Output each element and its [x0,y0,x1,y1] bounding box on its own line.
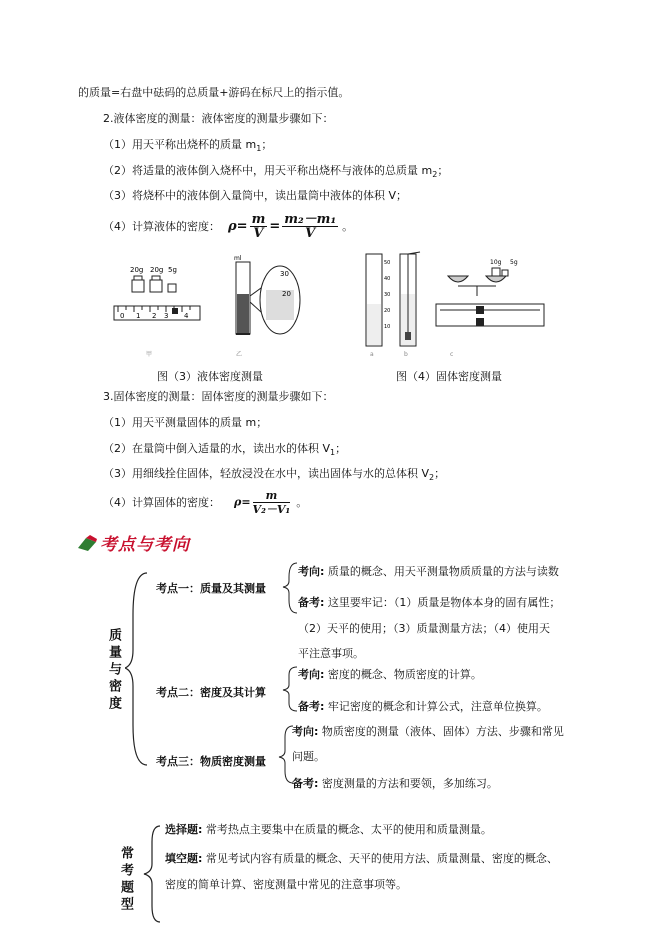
point-2-kaoxiang: 考向: 密度的概念、物质密度的计算。 [298,668,482,681]
cylinder-b [400,252,420,346]
subfigure-label: 甲 [146,351,153,358]
zoom-reading [260,266,300,334]
balance-c [436,259,544,326]
book-pencil-icon [76,534,98,552]
point-3-beikao: 备考: 密度测量的方法和要领，多加练习。 [292,777,498,790]
svg-text:1: 1 [136,312,141,320]
svg-text:2: 2 [152,312,157,320]
scale-ruler [114,306,200,320]
svg-text:4: 4 [184,312,189,320]
point-1-beikao-line-2: （2）天平的使用；（3）质量测量方法；（4）使用天 [298,622,550,635]
svg-text:30: 30 [280,270,289,278]
weight-label: 20g [130,266,144,274]
question-type-tiankong: 填空题: 常见考试内容有质量的概念、天平的使用方法、质量测量、密度的概念、 [165,852,558,865]
liquid-step-2: （2）将适量的液体倒入烧杯中，用天平称出烧杯与液体的总质量 $m_2$； [103,164,449,179]
point-1-beikao-line-3: 平注意事项。 [298,647,364,660]
svg-text:3: 3 [164,312,169,320]
point-1-title: 考点一：质量及其测量 [156,582,266,595]
section-banner [76,530,190,555]
svg-text:50: 50 [384,260,391,266]
point-2-beikao: 备考: 牢记密度的概念和计算公式，注意单位换算。 [298,700,548,713]
point-3-kaoxiang: 考向: 物质密度的测量（液体、固体）方法、步骤和常见 [292,725,564,738]
solid-step-3: （3）用细线拴住固体，轻放浸没在水中，读出固体与水的总体积 $V_2$； [103,467,446,482]
figure-3-liquid-density [108,250,318,362]
point-2-title: 考点二：密度及其计算 [156,686,266,699]
point-3-title: 考点三：物质密度测量 [156,755,266,768]
svg-text:40: 40 [384,276,391,282]
svg-text:20: 20 [282,290,291,298]
question-type-xuanze: 选择题: 常考热点主要集中在质量的概念、太平的使用和质量测量。 [165,823,492,836]
balance-weights [130,266,177,292]
point-1-kaoxiang: 考向: 质量的概念、用天平测量物质质量的方法与读数 [298,565,559,578]
cylinder-a [366,254,390,346]
svg-text:10: 10 [384,324,391,330]
question-type-tiankong-line-2: 密度的简单计算、密度测量中常见的注意事项等。 [165,878,407,891]
solid-step-1: （1）用天平测量固体的质量 m； [103,416,268,429]
solid-heading: 3.固体密度的测量：固体密度的测量步骤如下： [103,390,334,403]
svg-text:30: 30 [384,292,391,298]
figure-3-caption: 图（3）液体密度测量 [157,370,263,383]
weight-label: 20g [150,266,164,274]
liquid-step-3: （3）将烧杯中的液体倒入量筒中，读出量筒中液体的体积 V； [103,189,408,202]
subfigure-label: b [404,351,408,358]
weight-label: 5g [168,266,177,274]
svg-text:ml: ml [234,255,242,262]
point-1-beikao: 备考: 这里要牢记：（1）质量是物体本身的固有属性； [298,596,561,609]
liquid-heading: 2.液体密度的测量：液体密度的测量步骤如下： [103,112,334,125]
solid-density-formula: ρ= $\frac{m}{\text{V₂－V₁}}$ [234,488,291,516]
subfigure-label: 乙 [236,351,243,358]
svg-text:0: 0 [120,312,125,320]
mindmap-root: 质量与密度 [106,628,121,713]
subfigure-label: c [450,351,454,358]
question-types-root: 常考题型 [118,846,133,914]
subfigure-label: a [370,351,374,358]
point-3-kaoxiang-line-2: 问题。 [292,750,325,763]
figure-4-solid-density [360,250,550,362]
liquid-density-formula: ρ= $\frac{m}{V}$ = $\frac{\text{m₂－m₁}}{V}$ [228,211,337,241]
svg-text:5g: 5g [510,259,518,266]
intro-line: 的质量=右盘中砝码的总质量+游码在标尺上的指示值。 [78,86,350,99]
banner-title: 考点与考向 [100,535,190,555]
liquid-step-4: （4）计算液体的密度： ρ= $\frac{m}{V}$ = $\frac{\text{m₂－m₁}}{V}$ 。 [103,211,354,241]
solid-step-4: （4）计算固体的密度： ρ= $\frac{m}{\text{V₂－V₁}}$ 。 [103,488,308,516]
liquid-step-1: （1）用天平称出烧杯的质量 $m_1$； [103,138,273,153]
svg-text:20: 20 [384,308,391,314]
svg-text:10g: 10g [490,259,502,266]
question-types-bracket [138,822,168,926]
figure-4-caption: 图（4）固体密度测量 [396,370,502,383]
solid-step-2: （2）在量筒中倒入适量的水，读出水的体积 $V_1$； [103,442,347,457]
